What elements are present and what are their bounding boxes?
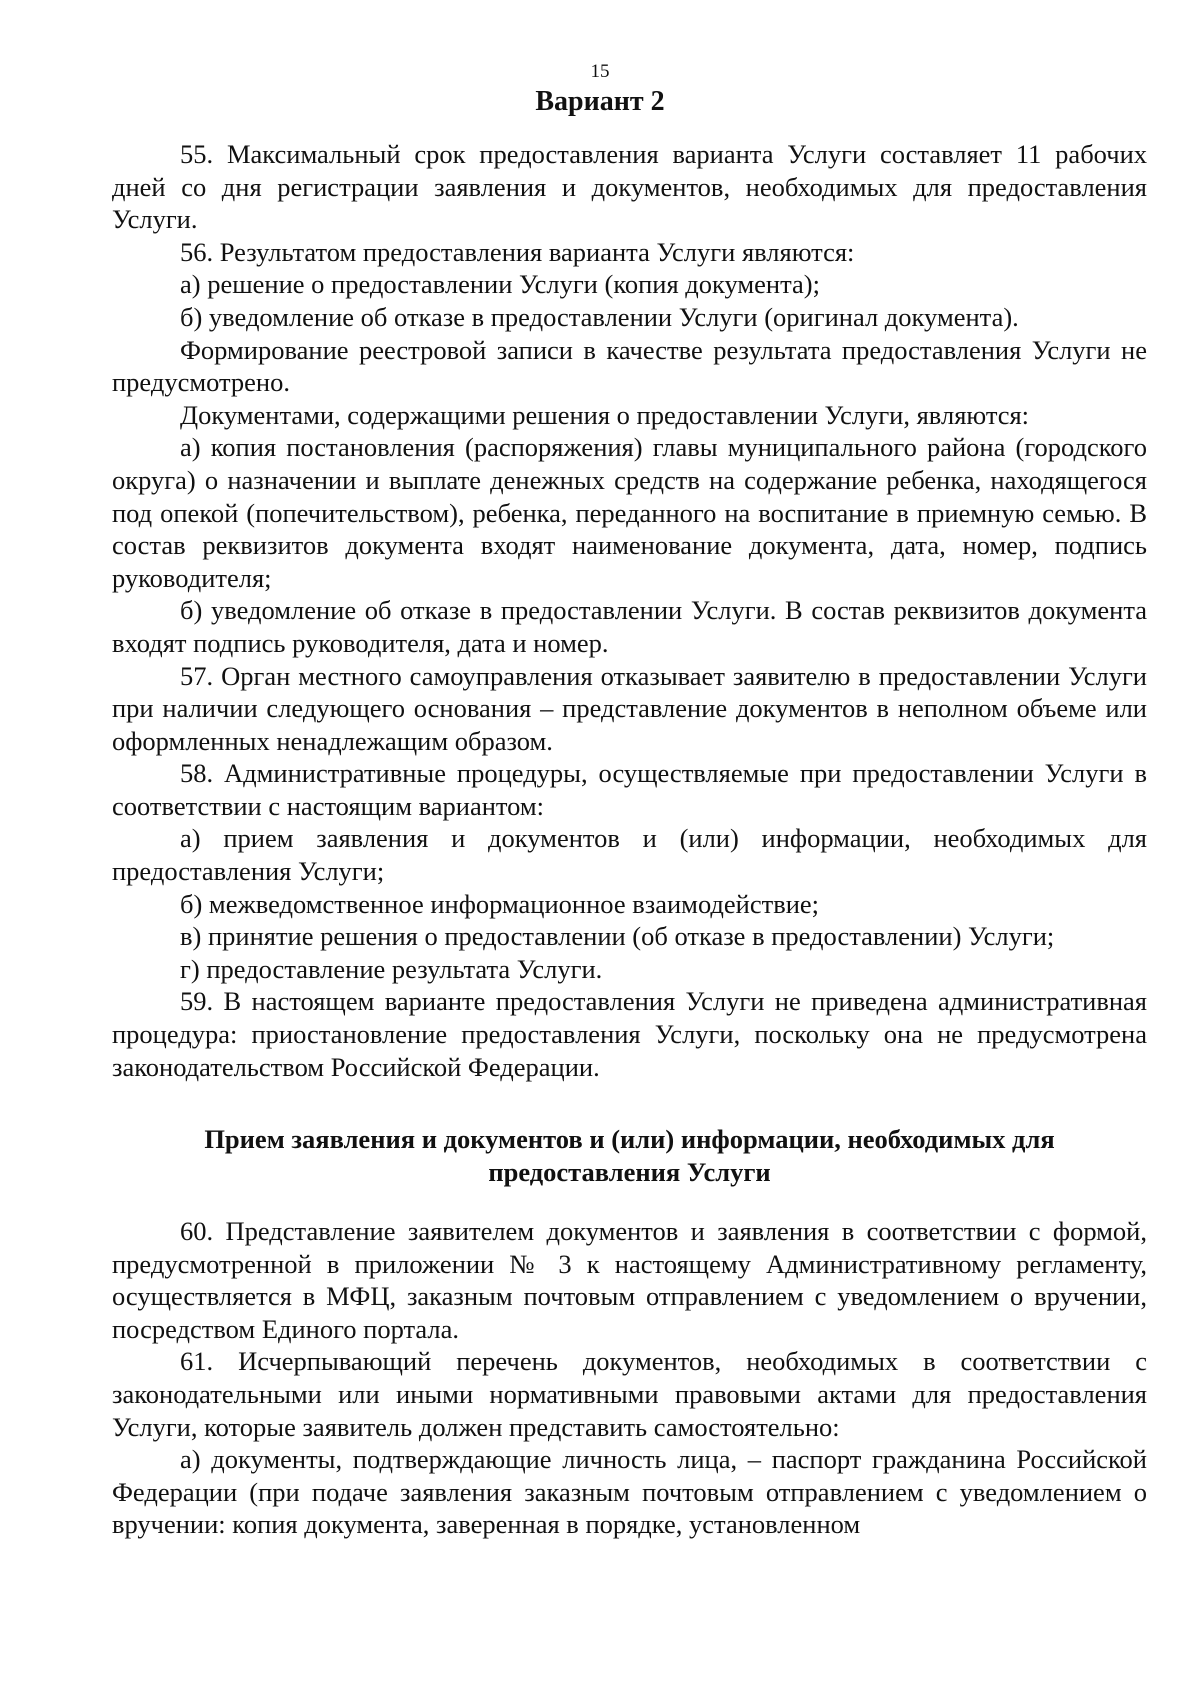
paragraph-58: 58. Административные процедуры, осуществляемые при предоставлении Услуги в соответствии с настоящим вариантом: (112, 758, 1147, 821)
paragraph-57: 57. Орган местного самоуправления отказывает заявителю в предоставлении Услуги при наличии следующего основания – представление документов в неполном объеме или оформленных ненадлежащим образом. (112, 660, 1147, 756)
paragraph-decision-documents: Документами, содержащими решения о предоставлении Услуги, являются: (180, 399, 1030, 430)
paragraph-59: 59. В настоящем варианте предоставления Услуги не приведена административная процедура: приостановление предоставления Услуги, поскольку она не предусмотрена законодательством Российской Федерации. (112, 986, 1147, 1082)
paragraph-56-item-b: б) уведомление об отказе в предоставлении Услуги (оригинал документа). (180, 301, 1019, 332)
variant-title: Вариант 2 (535, 86, 665, 117)
paragraph-58-item-a: а) прием заявления и документов и (или) информации, необходимых для предоставления Услуги; (112, 823, 1147, 887)
section-heading-line-2: предоставления Услуги (488, 1156, 771, 1187)
paragraph-56-item-a: а) решение о предоставлении Услуги (копия документа); (180, 269, 820, 300)
paragraph-58-item-c: в) принятие решения о предоставлении (об отказе в предоставлении) Услуги; (180, 921, 1055, 952)
paragraph-61: 61. Исчерпывающий перечень документов, необходимых в соответствии с законодательными или иными нормативными правовыми актами для предоставления Услуги, которые заявитель должен представить самостоятельно: (112, 1346, 1147, 1442)
paragraph-60: 60. Представление заявителем документов и заявления в соответствии с формой, предусмотренной в приложении № 3 к настоящему Административному регламенту, осуществляется в МФЦ, заказным почтовым отправлением с уведомлением о вручении, посредством Единого портала. (112, 1216, 1147, 1344)
body-text-top (112, 138, 1147, 1083)
paragraph-registry-record: Формирование реестровой записи в качестве результата предоставления Услуги не предусмотрено. (112, 334, 1147, 398)
paragraph-decision-item-a: а) копия постановления (распоряжения) главы муниципального района (городского округа) о назначении и выплате денежных средств на содержание ребенка, находящегося под опекой (попечительством), ребенка, переданного на воспитание в приемную семью. В состав реквизитов документа входят наименование документа, дата, номер, подпись руководителя; (112, 432, 1147, 593)
paragraph-56: 56. Результатом предоставления варианта Услуги являются: (180, 236, 855, 267)
page-number: 15 (590, 61, 610, 82)
paragraph-decision-item-b: б) уведомление об отказе в предоставлении Услуги. В состав реквизитов документа входят подпись руководителя, дата и номер. (112, 595, 1147, 658)
body-text-bottom (112, 1215, 1147, 1541)
paragraph-58-item-d: г) предоставление результата Услуги. (180, 953, 603, 984)
section-heading-line-1: Прием заявления и документов и (или) информации, необходимых для (204, 1124, 1055, 1154)
paragraph-55: 55. Максимальный срок предоставления варианта Услуги составляет 11 рабочих дней со дня регистрации заявления и документов, необходимых для предоставления Услуги. (112, 139, 1147, 235)
paragraph-58-item-b: б) межведомственное информационное взаимодействие; (180, 888, 820, 919)
section-heading (112, 1123, 1147, 1188)
paragraph-61-item-a: а) документы, подтверждающие личность лица, – паспорт гражданина Российской Федерации (при подаче заявления заказным почтовым отправлением с уведомлением о вручении: копия документа, заверенная в порядке, установленном (112, 1444, 1147, 1540)
